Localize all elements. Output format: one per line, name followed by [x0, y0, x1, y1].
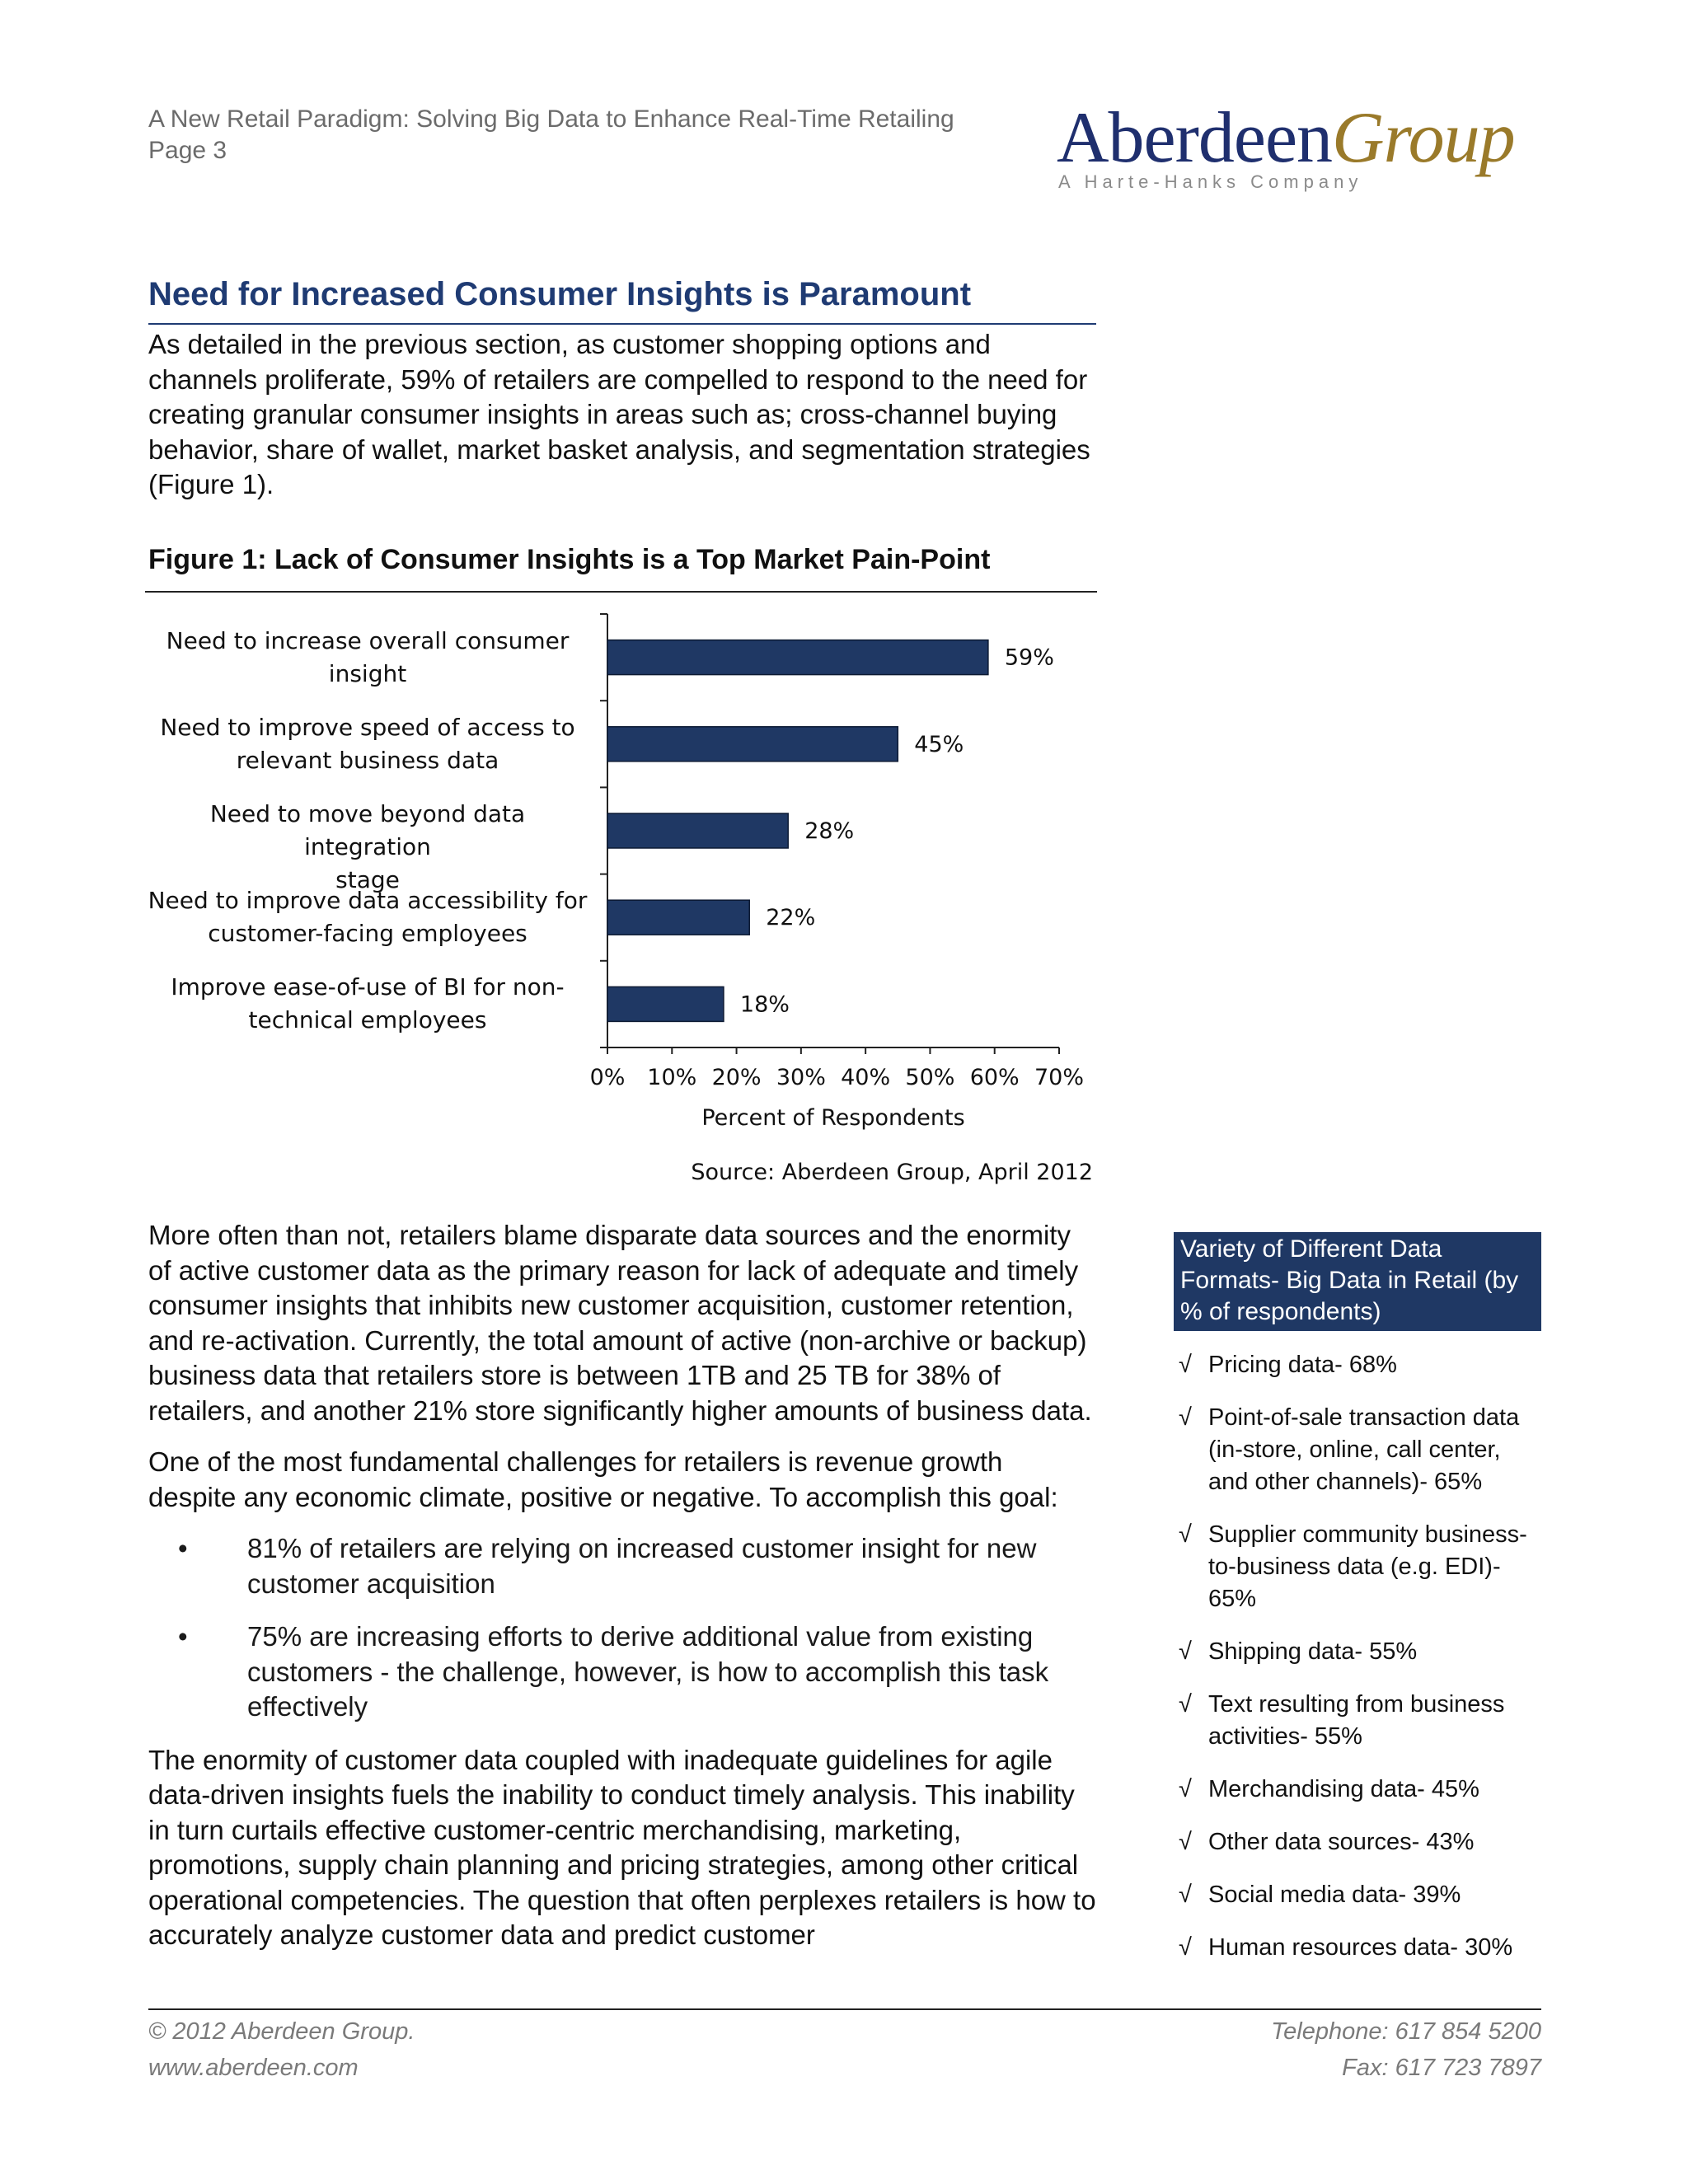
paragraph: One of the most fundamental challenges for retailers is revenue growth despite any economic climate, positive or negative. To accomplish this goal:: [148, 1446, 1058, 1512]
logo-tagline: A Harte-Hanks Company: [1058, 171, 1363, 192]
document-title: A New Retail Paradigm: Solving Big Data to Enhance Real-Time Retailing: [148, 105, 954, 133]
bar: [607, 813, 788, 848]
bar: [607, 727, 898, 762]
bullet-text: 81% of retailers are relying on increased customer insight for new customer acquisition: [247, 1533, 1037, 1599]
sidebar-item-text: Other data sources- 43%: [1208, 1829, 1475, 1855]
x-tick-label: 70%: [1034, 1065, 1085, 1090]
bar-value-label: 59%: [1004, 644, 1054, 671]
sidebar-item-text: Merchandising data- 45%: [1208, 1776, 1479, 1802]
bullet-dot-icon: •: [178, 1621, 188, 1652]
category-label-line: Need to improve data accessibility for: [148, 887, 588, 915]
sidebar-item-text: Human resources data- 30%: [1208, 1934, 1513, 1961]
logo-text-group: Group: [1332, 98, 1515, 178]
sidebar-item: [1174, 1349, 1541, 1381]
category-label-line: Improve ease-of-use of BI for non-: [171, 973, 565, 1001]
x-tick-label: 60%: [969, 1065, 1020, 1090]
bar: [607, 640, 988, 675]
sidebar-item-text: Point-of-sale transaction data (in-store, online, call center, and other channels)- 65%: [1208, 1404, 1520, 1495]
sidebar-item: [1174, 1519, 1541, 1615]
paragraph: The enormity of customer data coupled with inadequate guidelines for agile data-driven insights fuels the inability to conduct timely analysis. This inability in turn curtails effective customer-centric merchandising, marketing, promotions, supply chain planning and pricing strategies, among other critical operational competencies. The question that often perplexes retailers is how to accurately analyze customer data and predict customer: [148, 1744, 1096, 1950]
bullet-dot-icon: •: [178, 1533, 188, 1563]
category-label-line: relevant business data: [236, 746, 499, 774]
x-tick-label: 30%: [776, 1065, 826, 1090]
checkmark-icon: √: [1179, 1829, 1192, 1855]
x-tick-label: 50%: [905, 1065, 955, 1090]
bar-value-label: 45%: [914, 731, 964, 757]
x-tick-label: 40%: [841, 1065, 891, 1090]
aberdeen-logo: [1057, 98, 1518, 193]
paragraph: More often than not, retailers blame disparate data sources and the enormity of active customer data as the primary reason for lack of adequate and timely consumer insights that inhibits new customer acquisition, customer retention, and re-activation. Currently, the total amount of active (non-archive or backup) business data that retailers store is between 1TB and 25 TB for 38% of retailers, and another 21% store significantly higher amounts of business data.: [148, 1220, 1092, 1426]
checkmark-icon: √: [1179, 1521, 1192, 1548]
x-tick-label: 10%: [647, 1065, 697, 1090]
sidebar-title: Variety of Different Data Formats- Big Data in Retail (by % of respondents): [1174, 1232, 1541, 1331]
chart-canvas: [145, 610, 1101, 1137]
checkmark-icon: √: [1179, 1352, 1192, 1378]
sidebar-item-text: Shipping data- 55%: [1208, 1638, 1418, 1665]
sidebar: [1174, 1232, 1541, 1985]
sidebar-item-text: Social media data- 39%: [1208, 1882, 1461, 1908]
bullet-item: [148, 1619, 1096, 1725]
checkmark-icon: √: [1179, 1882, 1192, 1908]
category-label-line: Need to move beyond data integration: [209, 800, 526, 860]
footer-website: www.aberdeen.com: [148, 2055, 359, 2081]
sidebar-item-text: Supplier community business-to-business data (e.g. EDI)- 65%: [1208, 1521, 1527, 1612]
footer-copyright: © 2012 Aberdeen Group.: [148, 2018, 415, 2045]
sidebar-item: [1174, 1689, 1541, 1753]
sidebar-item: [1174, 1636, 1541, 1668]
footer-rule: [148, 2008, 1541, 2010]
bullet-text: 75% are increasing efforts to derive additional value from existing customers - the challenge, however, is how to accomplish this task effectively: [247, 1621, 1049, 1722]
checkmark-icon: √: [1179, 1691, 1192, 1718]
checkmark-icon: √: [1179, 1404, 1192, 1431]
section-heading: Need for Increased Consumer Insights is Paramount: [148, 276, 972, 312]
bar: [607, 987, 724, 1021]
checkmark-icon: √: [1179, 1638, 1192, 1665]
category-label-line: insight: [328, 659, 407, 687]
bullet-item: [148, 1531, 1096, 1601]
intro-paragraph: As detailed in the previous section, as customer shopping options and channels proliferate, 59% of retailers are compelled to respond to the need for creating granular consumer insights in areas such as; cross-channel buying behavior, share of wallet, market basket analysis, and segmentation strategies (Figure 1).: [148, 329, 1090, 499]
x-tick-label: 0%: [589, 1065, 626, 1090]
checkmark-icon: √: [1179, 1776, 1192, 1802]
main-body: [148, 1218, 1096, 1953]
figure-title: Figure 1: Lack of Consumer Insights is a Top Market Pain-Point: [148, 544, 991, 575]
footer-telephone: Telephone: 617 854 5200: [1271, 2018, 1541, 2045]
sidebar-item: [1174, 1932, 1541, 1964]
category-label-line: Need to improve speed of access to: [160, 713, 575, 741]
bar-chart: [145, 610, 1101, 1137]
sidebar-item: [1174, 1826, 1541, 1858]
sidebar-item-text: Pricing data- 68%: [1208, 1352, 1397, 1378]
bar-value-label: 18%: [739, 991, 790, 1018]
checkmark-icon: √: [1179, 1934, 1192, 1961]
sidebar-list: [1174, 1349, 1541, 1964]
bar-value-label: 28%: [804, 818, 855, 844]
sidebar-item-text: Text resulting from business activities- 55%: [1208, 1691, 1505, 1750]
bullet-list: [148, 1531, 1096, 1725]
page-number: Page 3: [148, 137, 227, 164]
category-label-line: stage: [335, 866, 400, 893]
footer-fax: Fax: 617 723 7897: [1342, 2055, 1541, 2081]
figure-source: Source: Aberdeen Group, April 2012: [691, 1160, 1093, 1185]
bar: [607, 900, 749, 935]
sidebar-item: [1174, 1402, 1541, 1498]
sidebar-item: [1174, 1774, 1541, 1806]
category-label-line: technical employees: [248, 1006, 487, 1034]
category-label-line: Need to increase overall consumer: [166, 626, 570, 654]
x-axis-label: Percent of Respondents: [701, 1105, 965, 1131]
x-tick-label: 20%: [711, 1065, 762, 1090]
bar-value-label: 22%: [766, 905, 816, 931]
category-label-line: customer-facing employees: [208, 920, 528, 948]
figure-rule: [145, 591, 1097, 593]
sidebar-item: [1174, 1879, 1541, 1911]
logo-text-aberdeen: Aberdeen: [1057, 98, 1333, 178]
heading-rule: [148, 323, 1096, 325]
